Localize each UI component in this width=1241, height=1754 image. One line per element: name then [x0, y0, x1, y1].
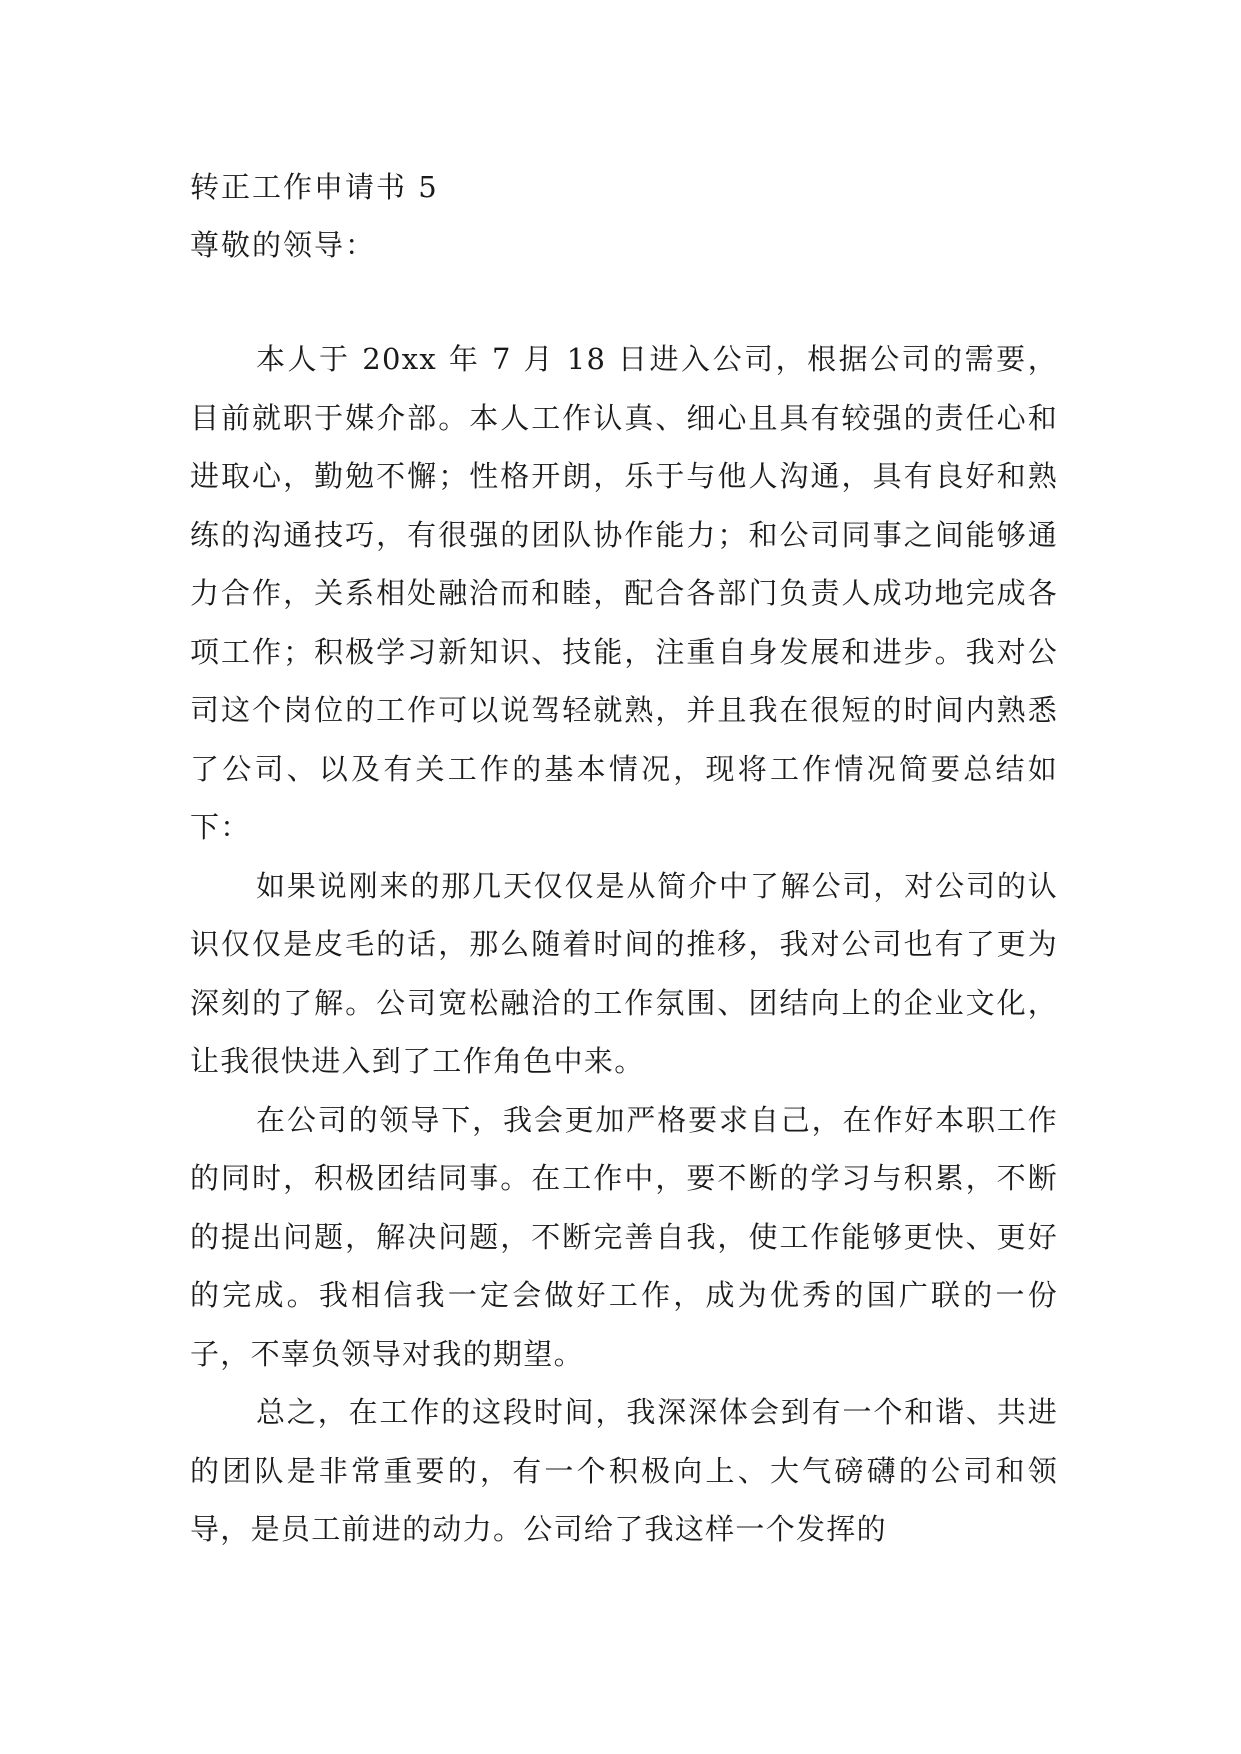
blank-line	[190, 274, 1058, 330]
paragraph-1: 本人于 20xx 年 7 月 18 日进入公司，根据公司的需要，目前就职于媒介部。本人工作认真、细心且具有较强的责任心和进取心，勤勉不懈；性格开朗，乐于与他人沟通，具有良好和熟练的沟通技巧，有很强的团队协作能力；和公司同事之间能够通力合作，关系相处融洽而和睦，配合各部门负责人成功地完成各项工作；积极学习新知识、技能，注重自身发展和进步。我对公司这个岗位的工作可以说驾轻就熟，并且我在很短的时间内熟悉了公司、以及有关工作的基本情况，现将工作情况简要总结如下：	[190, 342, 1058, 844]
document-body	[190, 158, 1058, 1559]
salutation: 尊敬的领导：	[190, 228, 377, 262]
paragraph-4: 总之，在工作的这段时间，我深深体会到有一个和谐、共进的团队是非常重要的，有一个积极向上、大气磅礴的公司和领导，是员工前进的动力。公司给了我这样一个发挥的	[190, 1395, 1058, 1546]
document-title: 转正工作申请书 5	[190, 170, 439, 204]
paragraph-3: 在公司的领导下，我会更加严格要求自己，在作好本职工作的同时，积极团结同事。在工作中，要不断的学习与积累，不断的提出问题，解决问题，不断完善自我，使工作能够更快、更好的完成。我相信我一定会做好工作，成为优秀的国广联的一份子，不辜负领导对我的期望。	[190, 1102, 1058, 1371]
paragraph-2: 如果说刚来的那几天仅仅是从简介中了解公司，对公司的认识仅仅是皮毛的话，那么随着时间的推移，我对公司也有了更为深刻的了解。公司宽松融洽的工作氛围、团结向上的企业文化，让我很快进入到了工作角色中来。	[190, 868, 1058, 1078]
